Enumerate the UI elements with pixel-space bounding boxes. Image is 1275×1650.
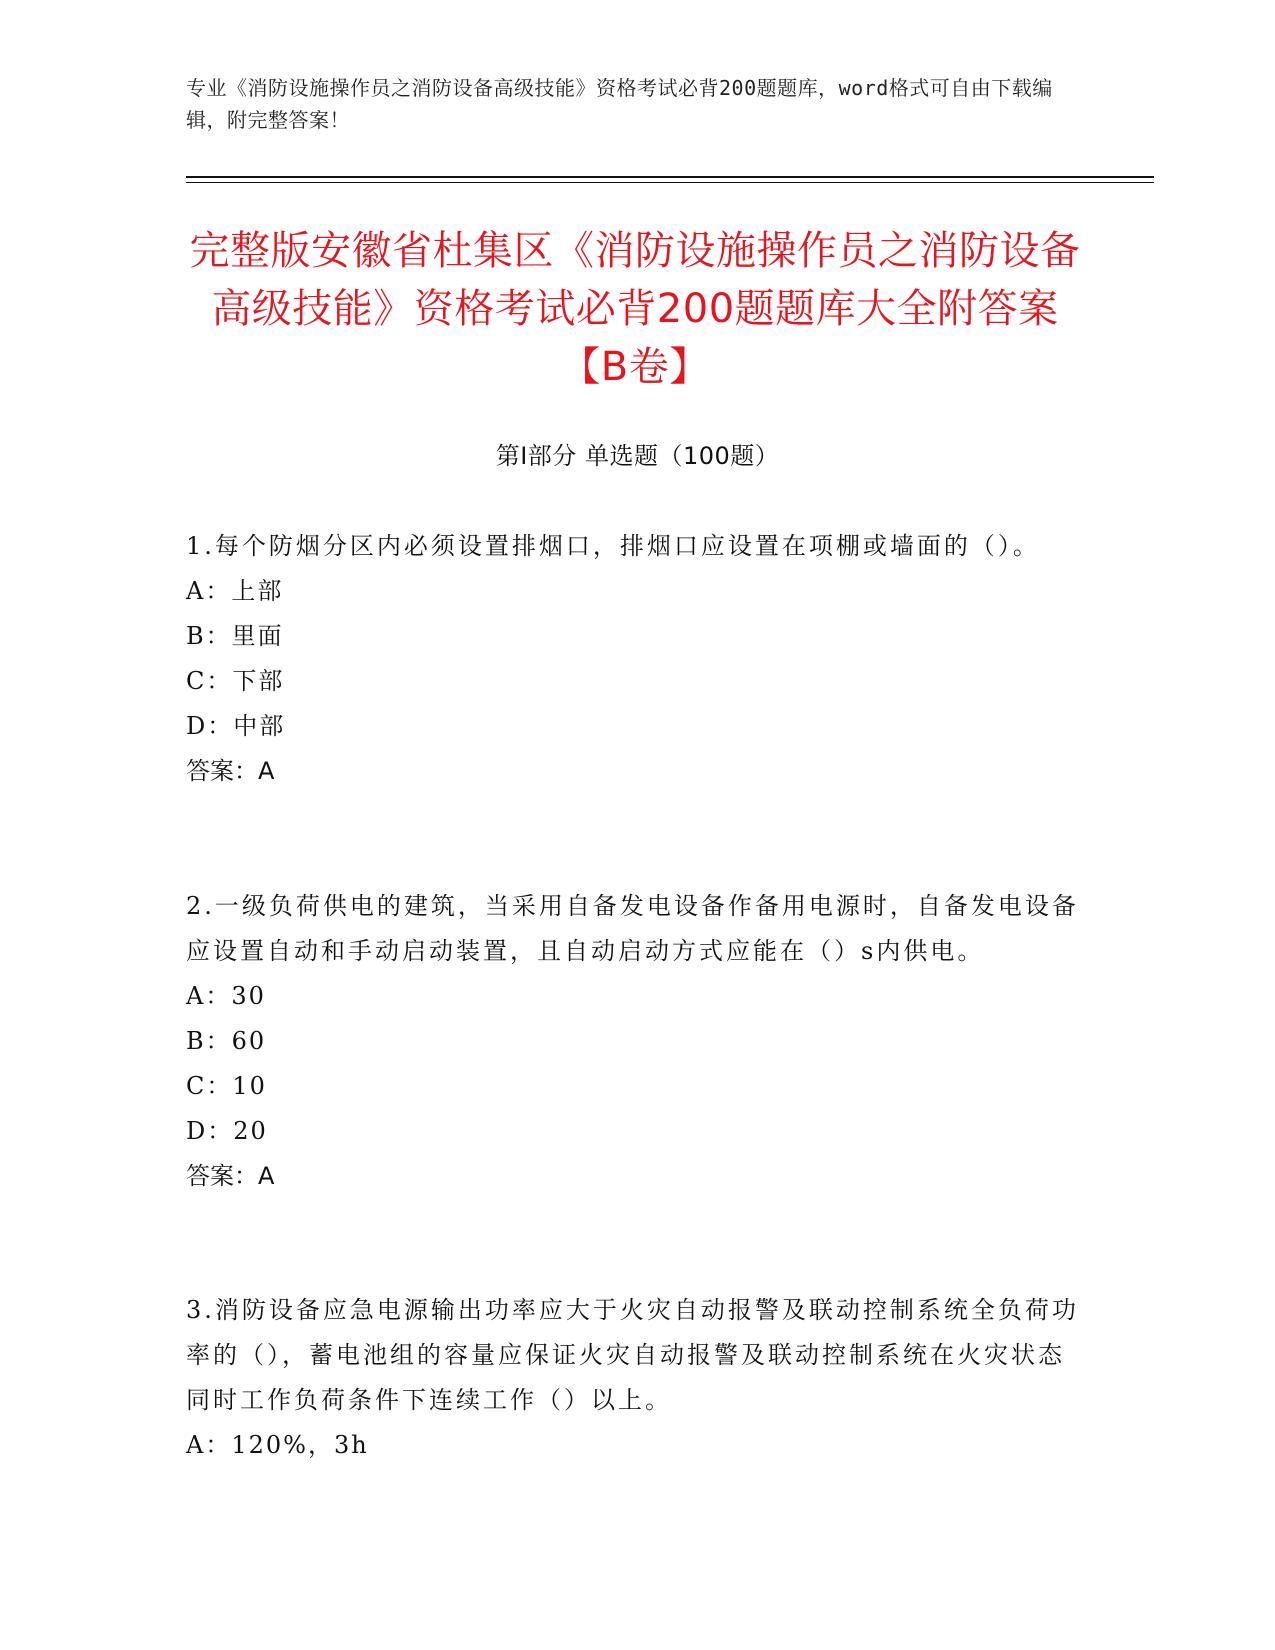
- option-b: B：里面: [186, 622, 284, 650]
- question-stem: 2.一级负荷供电的建筑，当采用自备发电设备作备用电源时，自备发电设备应设置自动和手动启动装置，且自动启动方式应能在（）s内供电。: [186, 892, 1079, 965]
- question-stem: 3.消防设备应急电源输出功率应大于火灾自动报警及联动控制系统全负荷功率的（），蓄电池组的容量应保证火灾自动报警及联动控制系统在火灾状态同时工作负荷条件下连续工作（）以上。: [186, 1296, 1079, 1414]
- question-2: [186, 884, 1086, 1199]
- option-c: C：下部: [186, 667, 285, 695]
- header-divider-top: [186, 176, 1154, 178]
- answer: 答案：A: [186, 757, 275, 785]
- option-a: A：30: [186, 982, 266, 1010]
- question-1: [186, 524, 1086, 794]
- option-c: C：10: [186, 1072, 267, 1100]
- option-a: A：120%，3h: [186, 1431, 369, 1459]
- question-3: [186, 1288, 1086, 1468]
- document-title: 完整版安徽省杜集区《消防设施操作员之消防设备高级技能》资格考试必背200题题库大全附答案【B卷】: [189, 228, 1081, 390]
- option-a: A：上部: [186, 577, 284, 605]
- option-d: D：20: [186, 1117, 268, 1145]
- option-b: B：60: [186, 1027, 267, 1055]
- question-stem: 1.每个防烟分区内必须设置排烟口，排烟口应设置在项棚或墙面的（）。: [186, 532, 1040, 560]
- header-divider-bottom: [186, 182, 1154, 183]
- answer: 答案：A: [186, 1162, 275, 1190]
- option-d: D：中部: [186, 712, 286, 740]
- section-heading: 第I部分 单选题（100题）: [495, 442, 780, 470]
- header-note: 专业《消防设施操作员之消防设备高级技能》资格考试必背200题题库，word格式可自由下载编辑，附完整答案！: [186, 76, 1053, 132]
